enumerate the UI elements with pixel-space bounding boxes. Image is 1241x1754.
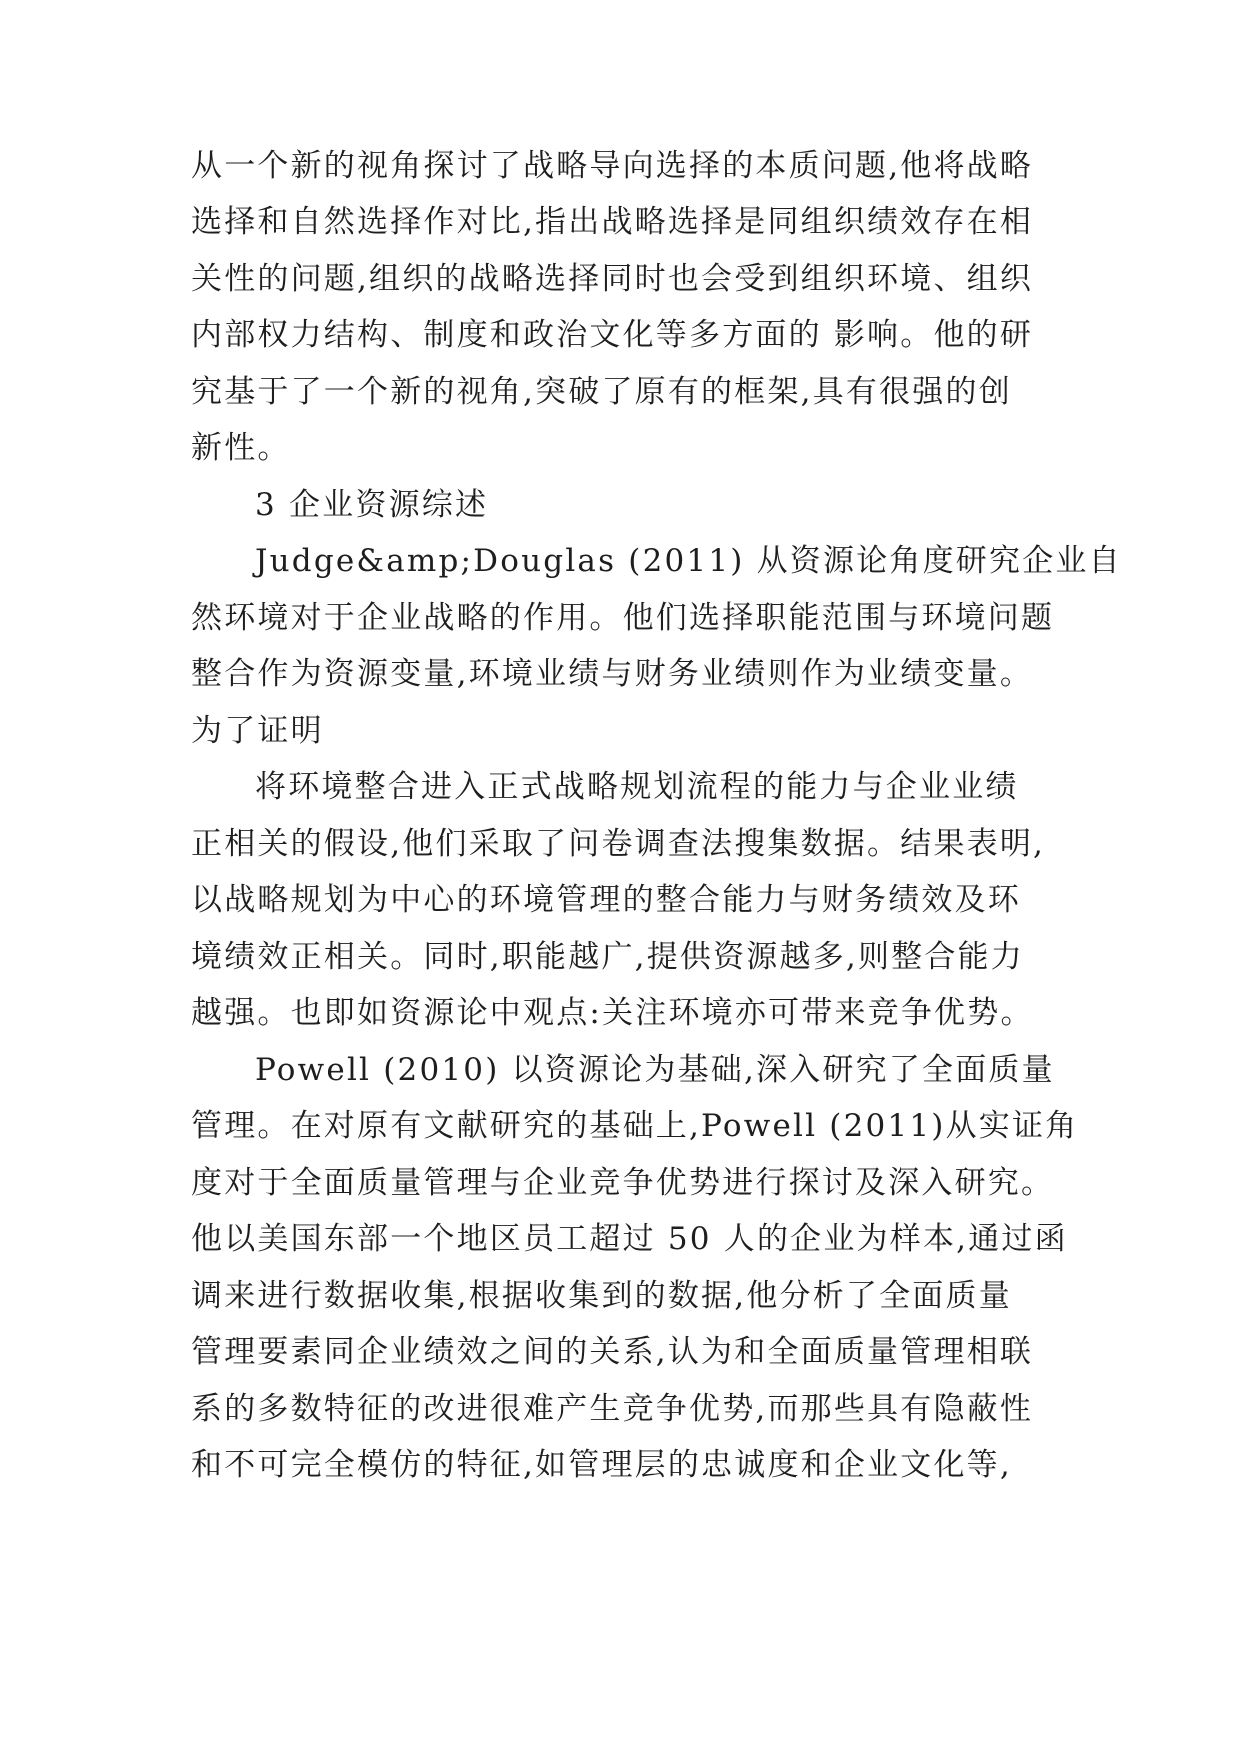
text-line: 以战略规划为中心的环境管理的整合能力与财务绩效及环	[191, 882, 1021, 918]
text-line: 选择和自然选择作对比,指出战略选择是同组织绩效存在相	[191, 204, 1034, 240]
text-line: 调来进行数据收集,根据收集到的数据,他分析了全面质量	[191, 1278, 1012, 1314]
text-line: 和不可完全模仿的特征,如管理层的忠诚度和企业文化等,	[191, 1447, 1012, 1483]
text-line: 管理。在对原有文献研究的基础上,Powell (2011)从实证角	[191, 1108, 1079, 1144]
text-line: 为了证明	[191, 713, 324, 749]
text-line: 整合作为资源变量,环境业绩与财务业绩则作为业绩变量。	[191, 656, 1034, 692]
text-line: 新性。	[191, 430, 291, 466]
text-line: Powell (2010) 以资源论为基础,深入研究了全面质量	[255, 1052, 1055, 1088]
text-line: 管理要素同企业绩效之间的关系,认为和全面质量管理相联	[191, 1334, 1034, 1370]
text-line: 度对于全面质量管理与企业竞争优势进行探讨及深入研究。	[191, 1165, 1055, 1201]
text-line: 内部权力结构、制度和政治文化等多方面的 影响。他的研	[191, 317, 1034, 353]
text-line: 境绩效正相关。同时,职能越广,提供资源越多,则整合能力	[191, 939, 1024, 975]
text-line: 从一个新的视角探讨了战略导向选择的本质问题,他将战略	[191, 148, 1034, 184]
text-line: 然环境对于企业战略的作用。他们选择职能范围与环境问题	[191, 600, 1055, 636]
text-line: 将环境整合进入正式战略规划流程的能力与企业业绩	[255, 769, 1019, 805]
text-line: 正相关的假设,他们采取了问卷调查法搜集数据。结果表明,	[191, 826, 1046, 862]
text-line: 究基于了一个新的视角,突破了原有的框架,具有很强的创	[191, 374, 1012, 410]
text-line: 系的多数特征的改进很难产生竞争优势,而那些具有隐蔽性	[191, 1391, 1034, 1427]
text-line: 越强。也即如资源论中观点:关注环境亦可带来竞争优势。	[191, 995, 1034, 1031]
text-line: 关性的问题,组织的战略选择同时也会受到组织环境、组织	[191, 261, 1034, 297]
text-line: Judge&amp;Douglas (2011) 从资源论角度研究企业自	[255, 543, 1122, 579]
section-heading: 3 企业资源综述	[255, 487, 489, 523]
text-line: 他以美国东部一个地区员工超过 50 人的企业为样本,通过函	[191, 1221, 1068, 1257]
